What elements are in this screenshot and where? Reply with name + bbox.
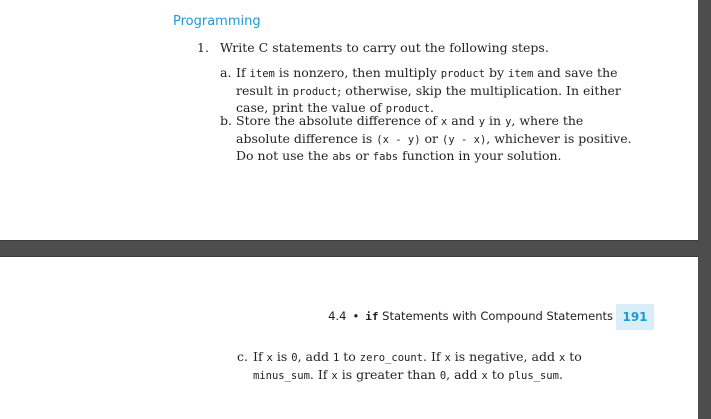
code-token: x bbox=[331, 369, 338, 382]
code-token: fabs bbox=[372, 151, 399, 164]
code-token: (y - x) bbox=[442, 133, 487, 146]
viewer-background bbox=[698, 0, 711, 418]
code-token: product bbox=[292, 85, 338, 98]
code-token: y bbox=[478, 116, 486, 128]
item-b-text: Store the absolute difference of x and y in y, where the absolute difference is (x - y) or (y - x), whichever is positive. Do not use the abs or fabs function in your solution. bbox=[236, 113, 632, 164]
code-token: 1 bbox=[332, 352, 340, 364]
code-token: item bbox=[249, 68, 275, 80]
code-token: abs bbox=[332, 151, 352, 164]
section-number: 4.4 bbox=[328, 309, 347, 323]
exercise-number: 1. bbox=[197, 40, 209, 55]
item-a-letter: a. bbox=[220, 65, 232, 80]
running-head bbox=[328, 309, 613, 323]
code-token: minus_sum bbox=[253, 369, 310, 382]
page-bottom bbox=[0, 256, 698, 419]
code-token: 0 bbox=[439, 369, 447, 382]
code-token: product bbox=[385, 103, 431, 116]
page-number-badge: 191 bbox=[616, 304, 654, 330]
page-gap bbox=[0, 241, 711, 256]
code-token: product bbox=[440, 68, 485, 80]
exercise-instruction: Write C statements to carry out the following steps. bbox=[220, 40, 549, 55]
code-token: y bbox=[505, 116, 512, 128]
code-token: x bbox=[440, 116, 448, 128]
item-c-letter: c. bbox=[237, 349, 248, 364]
code-token: zero_count bbox=[359, 352, 423, 364]
running-head-title: if Statements with Compound Statements bbox=[365, 309, 613, 323]
code-token: item bbox=[508, 68, 534, 80]
item-c-text: If x is 0, add 1 to zero_count. If x is negative, add x to minus_sum. If x is greater than 0, add x to plus_sum. bbox=[253, 349, 582, 382]
code-token: if bbox=[365, 310, 379, 323]
code-token: x bbox=[266, 352, 273, 364]
code-token: x bbox=[558, 352, 566, 364]
code-token: x bbox=[444, 352, 451, 364]
code-token: (x - y) bbox=[376, 133, 421, 146]
item-a-text: If item is nonzero, then multiply product by item and save the result in product; otherwise, skip the multiplication. In either case, print the value of product. bbox=[236, 65, 621, 116]
bullet-separator: • bbox=[352, 309, 360, 323]
code-token: 0 bbox=[291, 352, 298, 364]
section-label: Programming bbox=[173, 14, 261, 29]
code-token: x bbox=[481, 369, 488, 382]
item-b-letter: b. bbox=[220, 113, 232, 128]
code-token: plus_sum bbox=[508, 369, 559, 382]
